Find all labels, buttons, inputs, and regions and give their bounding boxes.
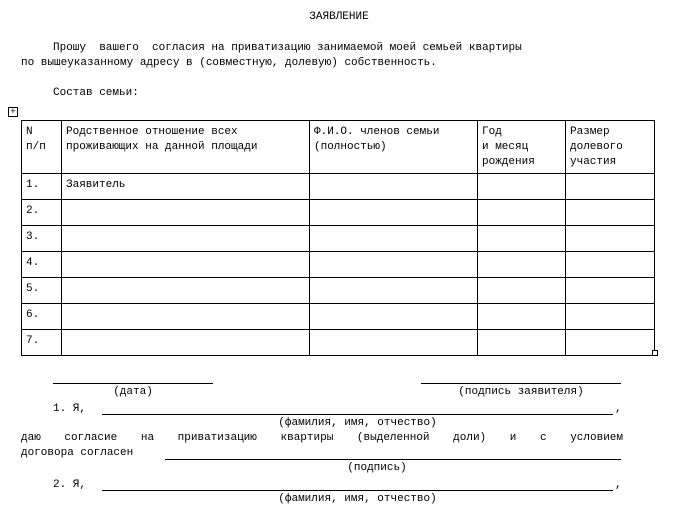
item-1-comma: , (615, 403, 622, 415)
family-table (21, 120, 655, 356)
consent-signature-line[interactable] (165, 459, 621, 460)
intro-line-1: Прошу вашего согласия на приватизацию занимаемой моей семьей квартиры (53, 42, 522, 54)
item-1-prefix: 1. Я, (53, 403, 87, 415)
cell-number[interactable]: 3. (22, 226, 62, 252)
consent-line-1: даю согласие на приватизацию квартиры (выделенной доли) и с условием (21, 432, 623, 444)
header-birth: Год и месяц рождения (478, 121, 566, 174)
cell-share[interactable] (566, 174, 655, 200)
item-2-fio-line[interactable] (102, 490, 613, 491)
cell-birth[interactable] (478, 278, 566, 304)
date-line[interactable] (53, 383, 213, 384)
cell-number[interactable]: 2. (22, 200, 62, 226)
item-2-fio-caption: (фамилия, имя, отчество) (278, 493, 437, 505)
cell-birth[interactable] (478, 200, 566, 226)
cell-relation[interactable] (62, 200, 310, 226)
cell-relation[interactable] (62, 252, 310, 278)
applicant-signature-caption: (подпись заявителя) (458, 386, 584, 398)
cell-number[interactable]: 1. (22, 174, 62, 200)
cell-relation[interactable] (62, 226, 310, 252)
applicant-signature-line[interactable] (421, 383, 621, 384)
document-title: ЗАЯВЛЕНИЕ (309, 11, 369, 23)
cell-number[interactable]: 7. (22, 330, 62, 356)
cell-share[interactable] (566, 200, 655, 226)
table-header-row (22, 121, 655, 174)
table-resize-handle-icon[interactable] (652, 350, 658, 356)
item-2-comma: , (615, 479, 622, 491)
header-number: N п/п (22, 121, 62, 174)
cell-fio[interactable] (310, 252, 478, 278)
table-row (22, 200, 655, 226)
table-row (22, 278, 655, 304)
cell-share[interactable] (566, 226, 655, 252)
cell-birth[interactable] (478, 174, 566, 200)
family-composition-label: Состав семьи: (53, 87, 139, 99)
cell-fio[interactable] (310, 304, 478, 330)
consent-signature-caption: (подпись) (347, 462, 407, 474)
item-2-prefix: 2. Я, (53, 479, 87, 491)
cell-number[interactable]: 4. (22, 252, 62, 278)
cell-fio[interactable] (310, 330, 478, 356)
header-fio: Ф.И.О. членов семьи (полностью) (310, 121, 478, 174)
cell-birth[interactable] (478, 226, 566, 252)
item-1-fio-line[interactable] (102, 414, 613, 415)
consent-line-2: договора согласен (21, 447, 134, 459)
cell-birth[interactable] (478, 304, 566, 330)
cell-relation[interactable] (62, 304, 310, 330)
table-row (22, 174, 655, 200)
table-row (22, 226, 655, 252)
table-row (22, 252, 655, 278)
cell-relation[interactable]: Заявитель (62, 174, 310, 200)
table-row (22, 304, 655, 330)
cell-fio[interactable] (310, 278, 478, 304)
table-row (22, 330, 655, 356)
cell-birth[interactable] (478, 252, 566, 278)
table-move-handle-icon[interactable]: + (8, 107, 18, 117)
cell-relation[interactable] (62, 278, 310, 304)
cell-birth[interactable] (478, 330, 566, 356)
intro-line-2: по вышеуказанному адресу в (совместную, долевую) собственность. (21, 57, 437, 69)
item-1-fio-caption: (фамилия, имя, отчество) (278, 417, 437, 429)
cell-share[interactable] (566, 304, 655, 330)
date-caption: (дата) (113, 386, 153, 398)
header-relation: Родственное отношение всех проживающих на данной площади (62, 121, 310, 174)
header-share: Размер долевого участия (566, 121, 655, 174)
cell-fio[interactable] (310, 200, 478, 226)
cell-number[interactable]: 5. (22, 278, 62, 304)
cell-fio[interactable] (310, 174, 478, 200)
cell-share[interactable] (566, 252, 655, 278)
cell-share[interactable] (566, 330, 655, 356)
cell-relation[interactable] (62, 330, 310, 356)
cell-fio[interactable] (310, 226, 478, 252)
cell-share[interactable] (566, 278, 655, 304)
cell-number[interactable]: 6. (22, 304, 62, 330)
